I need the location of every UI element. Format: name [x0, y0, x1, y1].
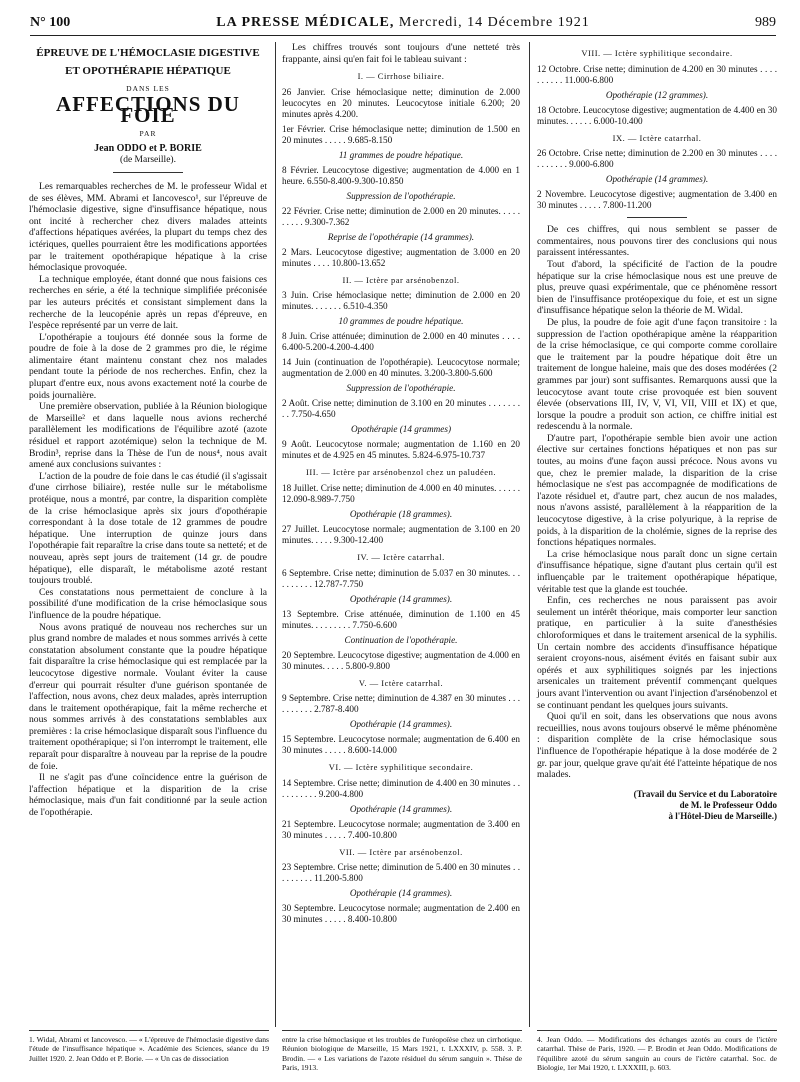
case-entry: 2 Novembre. Leucocytose digestive; augmentation de 3.400 en 30 minutes . . . . . 7.800-11.200	[537, 189, 777, 211]
case-entry: 22 Février. Crise nette; diminution de 2.000 en 20 minutes. . . . . . . . . . 9.300-7.362	[282, 205, 520, 227]
issue-number: N° 100	[30, 15, 71, 30]
treatment-note: Suppression de l'opothérapie.	[346, 383, 456, 394]
col1-paragraph: L'opothérapie a toujours été donnée sous la forme de poudre de foie à la dose de 2 grammes pro die, le régime alimentaire étant maintenu constant chez nos malades pendant toute la période de nos recherches. Enfin, chez la plupart d'entre eux, nous avons exactement noté la courbe de poids journalière.	[29, 331, 267, 401]
case-entry: 14 Juin (continuation de l'opothérapie). Leucocytose normale; augmentation de 2.000 en 40 minutes. 3.200-3.800-5.600	[282, 357, 520, 379]
col3-paragraph: Tout d'abord, la spécificité de l'action de la poudre hépatique sur la crise hémoclasique nous est une preuve de plus, preuve quasi expérimentale, que ce phénomène ressort bien de l'insuffisance protéopexique du foie, et est un signe d'insuffisance hépatique selon la théorie de M. Widal.	[537, 258, 777, 317]
journal-line	[30, 15, 776, 31]
col3-paragraph: Quoi qu'il en soit, dans les observations que nous avons recueillies, nous avons toujours observé le même phénomène : disparition complète de la crise hémoclasique sous l'influence de l'opothérapie hépatique à la dose modérée de 2 gr. par jour, quelque grave qu'ait été l'atteinte hépatique de nos malades.	[537, 711, 777, 781]
case-entry: 2 Mars. Leucocytose digestive; augmentation de 3.000 en 20 minutes . . . . 10.800-13.652	[282, 246, 520, 268]
col3-paragraph: De plus, la poudre de foie agit d'une façon transitoire : la suppression de l'action opothérapique amène la réapparition de la crise hémoclasique, ce qui comporte comme corollaire que le traitement par la poudre hépatique doit être un traitement de longue haleine, mais que des doses modérées (2 grammes par jour) sont suffisantes. Remarquons aussi que la leucocytose avant toute crise provoquée est bien souvent élevée (observations III, IV, V, VI, VII, VIII et IX) et que, lorsque la poudre a produit son action, ce chiffre initial est redescendu à la normale.	[537, 316, 777, 433]
case-entry: 8 Juin. Crise atténuée; diminution de 2.000 en 40 minutes . . . . 6.400-5.200-4.200-4.400	[282, 331, 520, 353]
case-entry: 1er Février. Crise hémoclasique nette; diminution de 1.500 en 20 minutes . . . . . 9.685-8.150	[282, 123, 520, 145]
table-intro: Les chiffres trouvés sont toujours d'une netteté très frappante, ainsi qu'en fait foi le tableau suivant :	[282, 42, 520, 65]
treatment-note: Opothérapie (12 grammes).	[605, 89, 709, 100]
case-heading: II. — Ictère par arsénobenzol.	[342, 274, 460, 285]
treatment-note: Opothérapie (14 grammes).	[349, 803, 453, 814]
case-entry: 9 Août. Leucocytose normale; augmentation de 1.160 en 20 minutes et de 4.925 en 45 minutes. 5.824-6.975-10.737	[282, 439, 520, 461]
issue-date: Mercredi, 14 Décembre 1921	[398, 15, 590, 30]
footnote-col3: 4. Jean Oddo. — Modifications des échanges azotés au cours de l'ictère catarrhal. Thèse de Paris, 1920. — P. Brodin et Jean Oddo. Modifications de l'équilibre azoté du sérum sanguin au cours de l'ictère catarrhal. Soc. de Biologie, 1er Mai 1920, t. LXXXIII, p. 603.	[537, 1035, 777, 1073]
case-heading: I. — Cirrhose biliaire.	[357, 71, 445, 82]
divider	[627, 217, 687, 218]
main-title: AFFECTIONS DU FOIE	[56, 91, 240, 128]
case-entry: 18 Octobre. Leucocytose digestive; augmentation de 4.400 en 30 minutes. . . . . . 6.000-10.400	[537, 104, 777, 126]
case-entry: 18 Juillet. Crise nette; diminution de 4.000 en 40 minutes. . . . . . 12.090-8.989-7.750	[282, 482, 520, 504]
case-entry: 20 Septembre. Leucocytose digestive; augmentation de 4.000 en 30 minutes. . . . . 5.800-9.800	[282, 649, 520, 671]
case-entry: 26 Octobre. Crise nette; diminution de 2.200 en 30 minutes . . . . . . . . . . . 9.000-6.800	[537, 148, 777, 170]
footnote-rule	[29, 1030, 269, 1031]
dans-les: DANS LES	[126, 84, 170, 93]
col3-paragraph: De ces chiffres, qui nous semblent se passer de commentaires, nous pouvons tirer des conclusions qui nous paraissent intéressantes.	[537, 224, 777, 259]
case-entry: 27 Juillet. Leucocytose normale; augmentation de 3.100 en 20 minutes. . . . . 9.300-12.400	[282, 523, 520, 545]
signature-line-2: de M. le Professeur Oddo	[679, 799, 777, 810]
column-rule	[275, 42, 276, 1027]
column-3-body	[537, 224, 777, 781]
case-entry: 26 Janvier. Crise hémoclasique nette; diminution de 2.000 leucocytes en 20 minutes. Leucocytose initiale 6.200; 20 minutes après 4.200.	[282, 86, 520, 119]
case-entry: 12 Octobre. Crise nette; diminution de 4.200 en 30 minutes . . . . . . . . . . 11.000-6.800	[537, 63, 777, 85]
treatment-note: 10 grammes de poudre hépatique.	[338, 316, 464, 327]
case-heading: IX. — Ictère catarrhal.	[612, 132, 702, 143]
case-entry: 2 Août. Crise nette; diminution de 3.100 en 20 minutes . . . . . . . . . 7.750-4.650	[282, 398, 520, 420]
treatment-note: Suppression de l'opothérapie.	[346, 190, 456, 201]
treatment-note: Opothérapie (18 grammes).	[349, 508, 453, 519]
col3-paragraph: Enfin, ces recherches ne nous paraissent pas avoir seulement un intérêt théorique, mais comporter leur sanction pratique, en particulier à la suite d'anesthésies chloroformiques et dans le traitement arsenical de la syphilis. Un certain nombre des accidents d'insuffisance hépatique seraient croyons-nous, aisément évités en faisant subir aux opérés et aux syphilitiques soignés par les injections arsenicales un traitement préventif commençant quelques jours avant l'intervention ou avant l'injection d'arsénobenzol et se continuant pendant les quelques jours suivants.	[537, 595, 777, 711]
case-entry: 8 Février. Leucocytose digestive; augmentation de 4.000 en 1 heure. 6.550-8.400-9.300-10.850	[282, 164, 520, 186]
authors: Jean ODDO et P. BORIE	[94, 143, 202, 155]
col1-paragraph: Nous avons pratiqué de nouveau nos recherches sur un plus grand nombre de malades et nous sommes arrivés à cette constatation absolument constante que la poudre hépatique fait disparaître la crise hémoclasique qui est remplacée par la leucocytose digestive normale. Voulant éviter la cause d'erreur qui pourrait résulter d'une guérison spontanée de l'affection, nous avons, chez deux malades, après interruption dans le traitement opothérapique, fait la même recherche et nous sommes arrivés à des constatations semblables aux premières : la crise hémoclasique disparaît sous l'influence du traitement opothérapique; si l'on interrompt le traitement, elle reparaît pour disparaître à nouveau par la reprise de la poudre de foie.	[29, 621, 267, 772]
case-heading: VI. — Ictère syphilitique secondaire.	[328, 762, 474, 773]
case-heading: III. — Ictère par arsénobenzol chez un paludéen.	[306, 467, 496, 478]
page-number: 989	[755, 15, 776, 30]
results-table-cont	[537, 48, 777, 211]
treatment-note: Opothérapie (14 grammes).	[349, 888, 453, 899]
journal-name: LA PRESSE MÉDICALE,	[216, 15, 395, 30]
article-title-line-1: ÉPREUVE DE L'HÉMOCLASIE DIGESTIVE	[36, 47, 260, 59]
case-entry: 6 Septembre. Crise nette; diminution de 5.037 en 30 minutes. . . . . . . . . . 12.787-7.750	[282, 567, 520, 589]
case-entry: 30 Septembre. Leucocytose normale; augmentation de 2.400 en 30 minutes . . . . . 8.400-10.800	[282, 903, 520, 925]
signature-line-1: (Travail du Service et du Laboratoire	[633, 788, 777, 799]
case-entry: 23 Septembre. Crise nette; diminution de 5.400 en 30 minutes . . . . . . . . . 11.200-5.800	[282, 862, 520, 884]
col1-paragraph: Ces constatations nous permettaient de conclure à la possibilité d'une modification de la crise hémoclasique sous l'influence de la poudre hépatique.	[29, 586, 267, 621]
col1-paragraph: Une première observation, publiée à la Réunion biologique de Marseille² et dans laquelle nous avions recherché parallèlement les modifications de l'équilibre azoté (azote résiduel et rapport azotémique) selon la technique de M. Brodin³, reprise dans la Thèse de l'un de nous⁴, nous avait amené aux conclusions suivantes :	[29, 401, 267, 471]
case-heading: VIII. — Ictère syphilitique secondaire.	[581, 48, 733, 58]
treatment-note: Reprise de l'opothérapie (14 grammes).	[327, 231, 475, 242]
case-entry: 21 Septembre. Leucocytose normale; augmentation de 3.400 en 30 minutes . . . . . 7.400-10.800	[282, 818, 520, 840]
treatment-note: Opothérapie (14 grammes).	[349, 719, 453, 730]
title-divider	[113, 172, 183, 173]
case-entry: 3 Juin. Crise hémoclasique nette; diminution de 2.000 en 20 minutes. . . . . . . 6.510-4.350	[282, 290, 520, 312]
treatment-note: Opothérapie (14 grammes)	[350, 424, 452, 435]
column-3	[537, 42, 777, 822]
signature	[537, 789, 777, 822]
treatment-note: Opothérapie (14 grammes).	[349, 593, 453, 604]
col1-paragraph: Les remarquables recherches de M. le professeur Widal et de ses élèves, MM. Abrami et Iancovesco¹, sur l'épreuve de l'hémoclasie digestive, signe d'insuffisance hépatique, nous ont incité à rechercher chez divers malades atteints d'affections hépatiques avérées, la plupart du temps chez des ictériques, quelles pourraient être les modifications apportées par le traitement opothérapique hépatique à la crise hémoclasique provoquée.	[29, 180, 267, 274]
column-1	[29, 42, 267, 819]
case-heading: V. — Ictère catarrhal.	[358, 677, 444, 688]
column-1-body	[29, 181, 267, 819]
signature-line-3: à l'Hôtel-Dieu de Marseille.)	[668, 810, 777, 821]
treatment-note: Continuation de l'opothérapie.	[344, 634, 458, 645]
col1-paragraph: La technique employée, étant donné que nous faisions ces recherches en série, a été la technique simplifiée préconisée par les auteurs précités et consistant simplement dans la recherche de la leucopénie après un repas d'épreuve, en l'espèce représenté par un verre de lait.	[29, 273, 267, 332]
treatment-note: 11 grammes de poudre hépatique.	[338, 149, 464, 160]
column-rule	[529, 42, 530, 1027]
case-entry: 15 Septembre. Leucocytose normale; augmentation de 6.400 en 30 minutes . . . . . 8.600-14.000	[282, 734, 520, 756]
col3-paragraph: D'autre part, l'opothérapie semble bien avoir une action élective sur certaines fonctions hépatiques et non pas sur toutes, au moins d'une façon aussi précoce. Nous avons vu que, chez le premier malade, la disparition de la crise hémoclasique ne s'est pas accompagnée de modifications de l'azote résiduel et, d'autre part, chez aucun de nos malades, nous n'avons assisté, parallèlement à la réapparition de la leucocytose digestive, à la crise polyurique, à la reprise de poids, à la disparition de la cholémie, signes de la reprise des fonctions hépatiques normales.	[537, 432, 777, 549]
running-header	[30, 13, 776, 36]
col1-paragraph: L'action de la poudre de foie dans le cas étudié (il s'agissait d'une cirrhose biliaire), restée nulle sur le métabolisme protéique, nous a montré, par contre, la disparition complète de la crise hémoclasique après six jours d'opothérapie correspondant à la dose totale de 12 grammes de poudre hépatique. Une interruption de quinze jours dans l'opothérapie fait reparaître la crise dans toute sa netteté; et de nouveau, après sept jours de traitement (14 gr. de poudre hépatique), elle disparaît, le métabolisme azoté restant toujours troublé.	[29, 470, 267, 587]
column-2	[282, 42, 520, 929]
col1-paragraph: Il ne s'agit pas d'une coïncidence entre la guérison de l'affection hépatique et la disparition de la crise hémoclasique, mais d'un fait conditionné par la seule action de l'opothérapie.	[29, 772, 267, 819]
case-entry: 14 Septembre. Crise nette; diminution de 4.400 en 30 minutes . . . . . . . . . . 9.200-4.800	[282, 777, 520, 799]
results-table	[282, 71, 520, 925]
footnote-col2: entre la crise hémoclasique et les troubles de l'uréopoïèse chez un cirrhotique. Réunion biologique de Marseille, 15 Mars 1921, t. LXXXIV, p. 558. 3. P. Brodin. — « Les variations de l'azote résiduel du sérum sanguin ». Thèse de Paris, 1913.	[282, 1035, 522, 1073]
case-heading: IV. — Ictère catarrhal.	[357, 551, 445, 562]
par: PAR	[139, 128, 157, 138]
case-entry: 9 Septembre. Crise nette; diminution de 4.387 en 30 minutes . . . . . . . . . . 2.787-8.400	[282, 693, 520, 715]
footnote-rule	[282, 1030, 522, 1031]
case-heading: VII. — Ictère par arsénobenzol.	[339, 846, 463, 857]
affiliation: (de Marseille).	[120, 155, 176, 166]
col3-paragraph: La crise hémoclasique nous paraît donc un signe certain d'insuffisance hépatique, signe d'autant plus certain qu'il est influençable par le traitement opothérapique hépatique, véritable test que la glande est touchée.	[537, 548, 777, 595]
case-entry: 13 Septembre. Crise atténuée, diminution de 1.100 en 45 minutes. . . . . . . . . 7.750-6.600	[282, 608, 520, 630]
article-title-line-2: ET OPOTHÉRAPIE HÉPATIQUE	[65, 65, 231, 77]
footnote-rule	[537, 1030, 777, 1031]
footnote-col1: 1. Widal, Abrami et Iancovesco. — « L'épreuve de l'hémoclasie digestive dans l'étude de l'insuffisance hépatique ». Académie des Sciences, séance du 19 Juillet 1920. 2. Jean Oddo et P. Borie. — « Un cas de dissociation	[29, 1035, 269, 1063]
treatment-note: Opothérapie (14 grammes).	[605, 174, 709, 185]
